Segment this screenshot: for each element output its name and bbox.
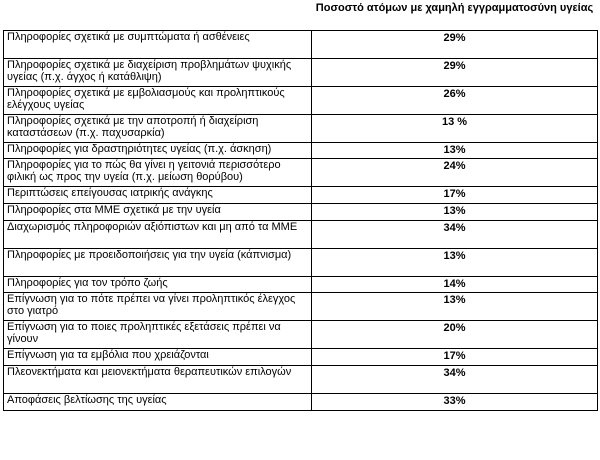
row-percent-cell: 17% bbox=[312, 349, 598, 366]
row-topic-cell: Πληροφορίες για δραστηριότητες υγείας (π.χ. άσκηση) bbox=[4, 143, 312, 159]
row-percent-cell: 13 % bbox=[312, 115, 598, 143]
row-topic-cell: Πληροφορίες με προειδοποιήσεις για την υγεία (κάπνισμα) bbox=[4, 249, 312, 277]
table-header-row bbox=[4, 2, 598, 31]
table-row bbox=[4, 87, 598, 115]
table-row bbox=[4, 249, 598, 277]
row-percent-cell: 17% bbox=[312, 187, 598, 204]
row-topic-cell: Πλεονεκτήματα και μειονεκτήματα θεραπευτικών επιλογών bbox=[4, 366, 312, 394]
row-percent-cell: 13% bbox=[312, 249, 598, 277]
row-topic-cell: Πληροφορίες για το πώς θα γίνει η γειτονιά περισσότερο φιλική ως προς την υγεία (π.χ. μείωση θορύβου) bbox=[4, 159, 312, 187]
row-percent-cell: 33% bbox=[312, 394, 598, 411]
table-row bbox=[4, 143, 598, 159]
table-row bbox=[4, 187, 598, 204]
table-row bbox=[4, 31, 598, 59]
table-row bbox=[4, 321, 598, 349]
row-topic-cell: Πληροφορίες σχετικά με εμβολιασμούς και προληπτικούς ελέγχους υγείας bbox=[4, 87, 312, 115]
row-percent-cell: 29% bbox=[312, 31, 598, 59]
row-percent-cell: 29% bbox=[312, 59, 598, 87]
table-row bbox=[4, 394, 598, 411]
table-row bbox=[4, 221, 598, 249]
row-topic-cell: Πληροφορίες σχετικά με την αποτροπή ή διαχείριση καταστάσεων (π.χ. παχυσαρκία) bbox=[4, 115, 312, 143]
row-percent-cell: 24% bbox=[312, 159, 598, 187]
table-row bbox=[4, 59, 598, 87]
row-topic-cell: Επίγνωση για τα εμβόλια που χρειάζονται bbox=[4, 349, 312, 366]
row-percent-cell: 34% bbox=[312, 366, 598, 394]
row-topic-cell: Αποφάσεις βελτίωσης της υγείας bbox=[4, 394, 312, 411]
table-row bbox=[4, 204, 598, 221]
table-row bbox=[4, 366, 598, 394]
row-topic-cell: Διαχωρισμός πληροφοριών αξιόπιστων και μη από τα ΜΜΕ bbox=[4, 221, 312, 249]
row-topic-cell: Πληροφορίες για τον τρόπο ζωής bbox=[4, 277, 312, 293]
row-percent-cell: 14% bbox=[312, 277, 598, 293]
topic-column-header bbox=[4, 2, 312, 31]
table-row bbox=[4, 115, 598, 143]
row-topic-cell: Περιπτώσεις επείγουσας ιατρικής ανάγκης bbox=[4, 187, 312, 204]
row-topic-cell: Πληροφορίες σχετικά με διαχείριση προβλημάτων ψυχικής υγείας (π.χ. άγχος ή κατάθλιψη) bbox=[4, 59, 312, 87]
row-topic-cell: Πληροφορίες στα ΜΜΕ σχετικά με την υγεία bbox=[4, 204, 312, 221]
row-topic-cell: Επίγνωση για το πότε πρέπει να γίνει προληπτικός έλεγχος στο γιατρό bbox=[4, 293, 312, 321]
row-percent-cell: 13% bbox=[312, 293, 598, 321]
row-percent-cell: 13% bbox=[312, 143, 598, 159]
row-percent-cell: 34% bbox=[312, 221, 598, 249]
table-row bbox=[4, 277, 598, 293]
row-percent-cell: 26% bbox=[312, 87, 598, 115]
table-row bbox=[4, 159, 598, 187]
table-body bbox=[4, 31, 598, 411]
table-row bbox=[4, 293, 598, 321]
health-literacy-table bbox=[3, 2, 598, 411]
row-percent-cell: 20% bbox=[312, 321, 598, 349]
row-topic-cell: Πληροφορίες σχετικά με συμπτώματα ή ασθένειες bbox=[4, 31, 312, 59]
row-percent-cell: 13% bbox=[312, 204, 598, 221]
table-row bbox=[4, 349, 598, 366]
row-topic-cell: Επίγνωση για το ποιες προληπτικές εξετάσεις πρέπει να γίνουν bbox=[4, 321, 312, 349]
percent-column-header: Ποσοστό ατόμων με χαμηλή εγγραμματοσύνη υγείας bbox=[315, 2, 594, 14]
